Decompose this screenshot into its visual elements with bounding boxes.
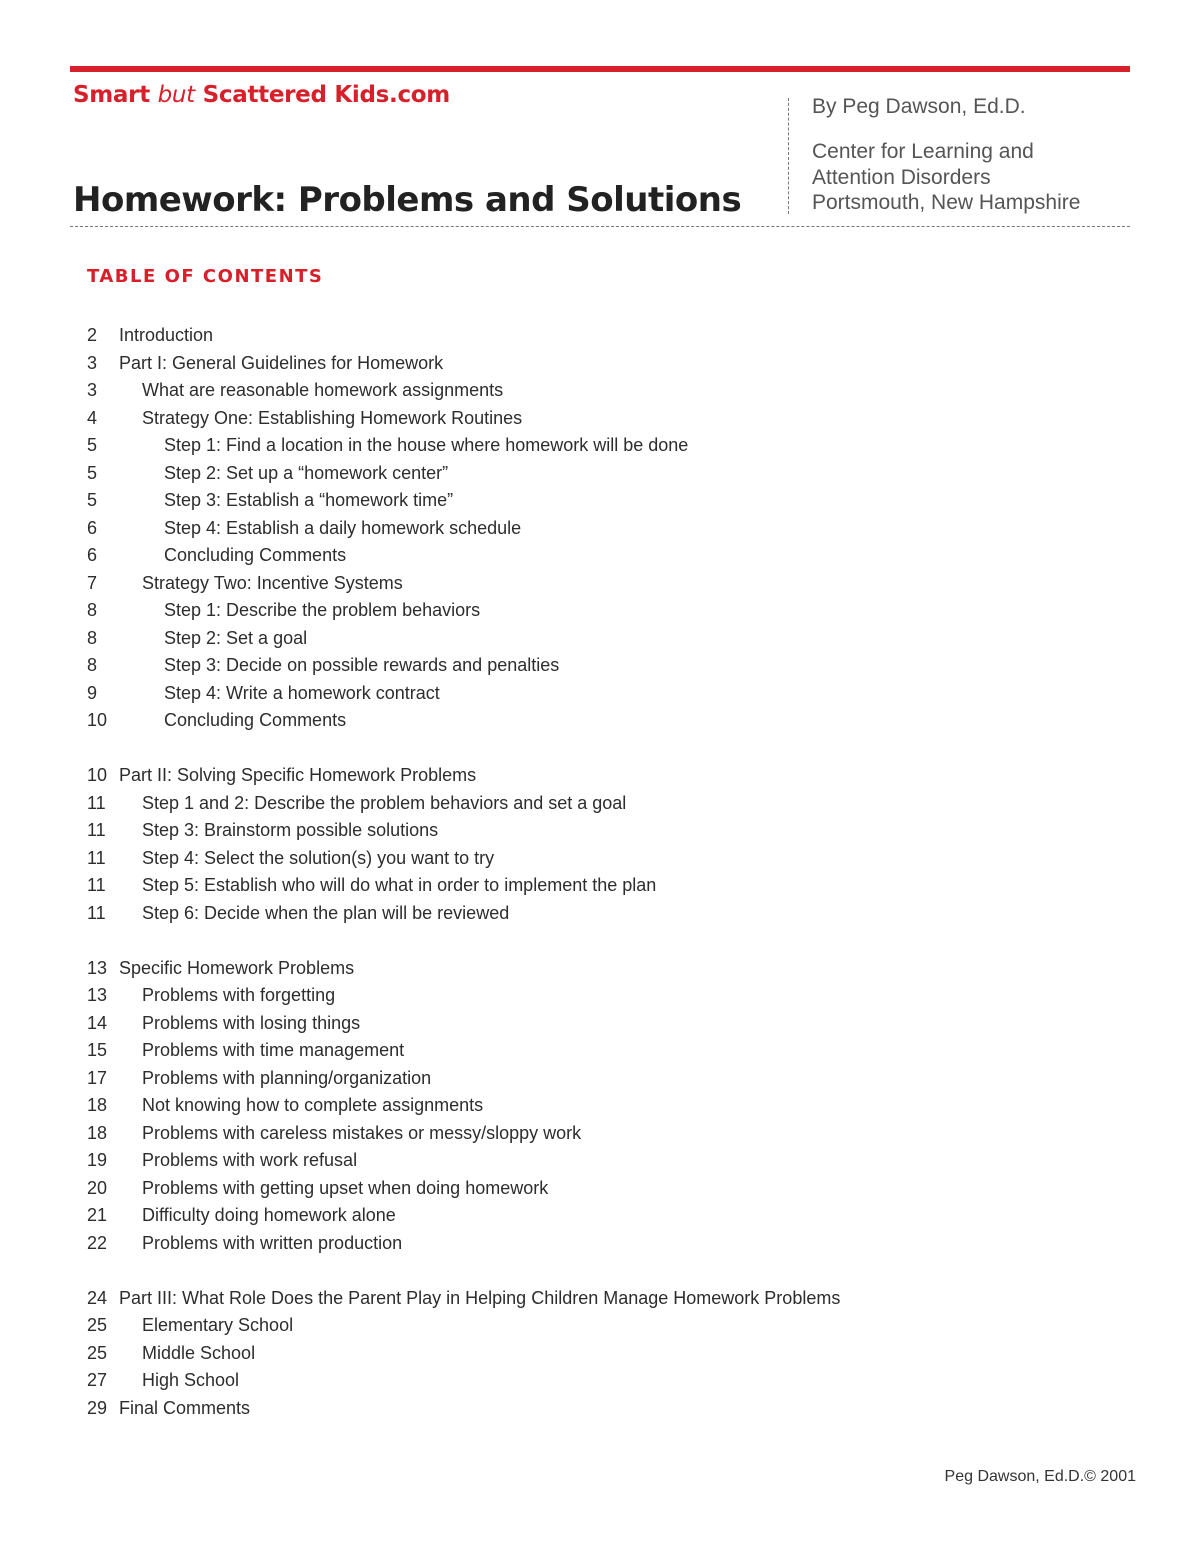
toc-entry-title: Concluding Comments [164, 545, 347, 565]
toc-entry [87, 1367, 1127, 1395]
toc-page-number: 6 [87, 545, 98, 565]
toc-entry [87, 982, 1127, 1010]
toc-heading: TABLE OF CONTENTS [87, 266, 324, 287]
toc-entry-title: Part II: Solving Specific Homework Problems [119, 765, 477, 785]
toc-entry [87, 790, 1127, 818]
toc-page-number: 6 [87, 517, 98, 538]
brand-part-2: but [157, 82, 195, 108]
toc-page-number: 17 [87, 1067, 108, 1088]
toc-entry-title: Difficulty doing homework alone [142, 1205, 396, 1225]
toc-entry [87, 1147, 1127, 1175]
toc-entry-title: Problems with getting upset when doing homework [142, 1177, 549, 1198]
toc-entry [87, 762, 1127, 790]
toc-page-number: 13 [87, 957, 108, 978]
toc-page-number: 2 [87, 325, 98, 345]
toc-entry-title: Problems with forgetting [142, 985, 336, 1005]
toc-page-number: 14 [87, 1012, 108, 1033]
toc-page-number: 20 [87, 1177, 108, 1198]
toc-page-number: 19 [87, 1150, 108, 1170]
toc-page-number: 25 [87, 1315, 108, 1335]
toc-entry-title: Problems with losing things [142, 1012, 361, 1033]
toc-page-number: 25 [87, 1342, 108, 1363]
toc-entry [87, 707, 1127, 735]
toc-page-number: 3 [87, 352, 98, 373]
toc-entry [87, 1037, 1127, 1065]
toc-entry [87, 1175, 1127, 1203]
toc-page-number: 7 [87, 572, 98, 593]
toc-page-number: 8 [87, 600, 98, 620]
toc-entry [87, 1092, 1127, 1120]
toc-entry [87, 1395, 1127, 1423]
toc-page-number: 3 [87, 380, 98, 400]
toc-page-number: 9 [87, 682, 98, 703]
toc-page-number: 15 [87, 1040, 108, 1060]
toc-entry [87, 405, 1127, 433]
toc-entry [87, 1312, 1127, 1340]
toc-entry [87, 625, 1127, 653]
toc-entry-title: Part III: What Role Does the Parent Play in Helping Children Manage Homework Problems [119, 1287, 841, 1308]
document-title: Homework: Problems and Solutions [73, 180, 742, 220]
toc-page-number: 11 [87, 847, 106, 868]
toc-entry [87, 377, 1127, 405]
toc-entry-title: Elementary School [142, 1315, 294, 1335]
author-affiliation [812, 139, 1080, 216]
toc-page-number: 10 [87, 765, 108, 785]
toc-entry-title: High School [142, 1370, 240, 1390]
toc-entry-title: Introduction [119, 325, 214, 345]
toc-entry [87, 845, 1127, 873]
toc-page-number: 18 [87, 1122, 108, 1143]
toc-entry-title: Step 5: Establish who will do what in order to implement the plan [142, 875, 657, 895]
toc-entry [87, 1120, 1127, 1148]
header-vertical-divider [788, 98, 789, 214]
toc-page-number: 11 [87, 820, 106, 840]
toc-entry [87, 872, 1127, 900]
toc-entry [87, 1285, 1127, 1313]
toc-entry-title: Part I: General Guidelines for Homework [119, 352, 444, 373]
toc-entry [87, 460, 1127, 488]
toc-page-number: 8 [87, 627, 98, 648]
toc-entry [87, 1230, 1127, 1258]
toc-entry-title: Problems with work refusal [142, 1150, 358, 1170]
toc-entry [87, 900, 1127, 928]
affiliation-line: Center for Learning and [812, 140, 1034, 163]
toc-page-number: 5 [87, 462, 98, 483]
toc-entry-title: Strategy One: Establishing Homework Routines [142, 407, 523, 428]
toc-page-number: 5 [87, 435, 98, 455]
toc-entry [87, 487, 1127, 515]
toc-page-number: 4 [87, 407, 98, 428]
toc-page-number: 11 [87, 902, 106, 923]
toc-entry-title: Strategy Two: Incentive Systems [142, 572, 403, 593]
toc-entry-title: Step 3: Decide on possible rewards and penalties [164, 655, 560, 675]
toc-entry-title: Middle School [142, 1342, 256, 1363]
toc-entry-title: Step 1: Find a location in the house where homework will be done [164, 435, 689, 455]
brand-part-1: Smart [73, 82, 150, 108]
toc-entry-title: Problems with planning/organization [142, 1067, 432, 1088]
toc-entry-title: Specific Homework Problems [119, 957, 355, 978]
toc-page-number: 8 [87, 655, 98, 675]
toc-page-number: 11 [87, 875, 106, 895]
toc-entry [87, 1065, 1127, 1093]
toc-entry-title: Step 1 and 2: Describe the problem behaviors and set a goal [142, 792, 627, 813]
toc-entry-title: What are reasonable homework assignments [142, 380, 504, 400]
toc-entry-title: Step 2: Set a goal [164, 627, 308, 648]
toc-entry-title: Step 4: Select the solution(s) you want to try [142, 847, 495, 868]
affiliation-line: Portsmouth, New Hampshire [812, 191, 1081, 214]
toc-page-number: 10 [87, 710, 108, 730]
toc-entry [87, 955, 1127, 983]
toc-entry [87, 515, 1127, 543]
toc-entry-title: Step 2: Set up a “homework center” [164, 462, 449, 483]
toc-entry [87, 680, 1127, 708]
toc-entry-title: Concluding Comments [164, 710, 347, 730]
toc-entry [87, 597, 1127, 625]
toc-entry [87, 570, 1127, 598]
toc-page-number: 24 [87, 1287, 108, 1308]
toc-entry-title: Step 4: Write a homework contract [164, 682, 440, 703]
toc-entry [87, 1010, 1127, 1038]
table-of-contents [87, 322, 1127, 1422]
header-dashed-divider [70, 226, 1130, 227]
author-byline: By Peg Dawson, Ed.D. [812, 95, 1026, 118]
toc-entry-title: Step 6: Decide when the plan will be reviewed [142, 902, 510, 923]
toc-entry-title: Not knowing how to complete assignments [142, 1095, 484, 1115]
toc-entry [87, 350, 1127, 378]
toc-page-number: 22 [87, 1232, 108, 1253]
toc-entry-title: Step 1: Describe the problem behaviors [164, 600, 481, 620]
toc-entry [87, 817, 1127, 845]
brand-part-3: Scattered Kids.com [202, 82, 450, 108]
toc-entry [87, 1340, 1127, 1368]
affiliation-line: Attention Disorders [812, 165, 991, 189]
toc-page-number: 5 [87, 490, 98, 510]
toc-entry [87, 432, 1127, 460]
toc-page-number: 29 [87, 1397, 108, 1418]
toc-page-number: 21 [87, 1205, 108, 1225]
toc-entry-title: Final Comments [119, 1397, 251, 1418]
toc-entry-title: Step 3: Establish a “homework time” [164, 490, 454, 510]
toc-page-number: 18 [87, 1095, 108, 1115]
toc-entry-title: Step 4: Establish a daily homework schedule [164, 517, 522, 538]
toc-page-number: 11 [87, 792, 106, 813]
toc-entry-title: Problems with careless mistakes or messy/sloppy work [142, 1122, 582, 1143]
toc-entry-title: Problems with time management [142, 1040, 405, 1060]
toc-entry [87, 542, 1127, 570]
footer-copyright: Peg Dawson, Ed.D.© 2001 [944, 1468, 1136, 1485]
toc-entry-title: Step 3: Brainstorm possible solutions [142, 820, 439, 840]
toc-page-number: 13 [87, 985, 108, 1005]
toc-entry [87, 322, 1127, 350]
toc-entry [87, 652, 1127, 680]
toc-page-number: 27 [87, 1370, 108, 1390]
brand-logo [73, 82, 450, 108]
top-red-rule [70, 66, 1130, 72]
toc-entry [87, 1202, 1127, 1230]
toc-entry-title: Problems with written production [142, 1232, 403, 1253]
